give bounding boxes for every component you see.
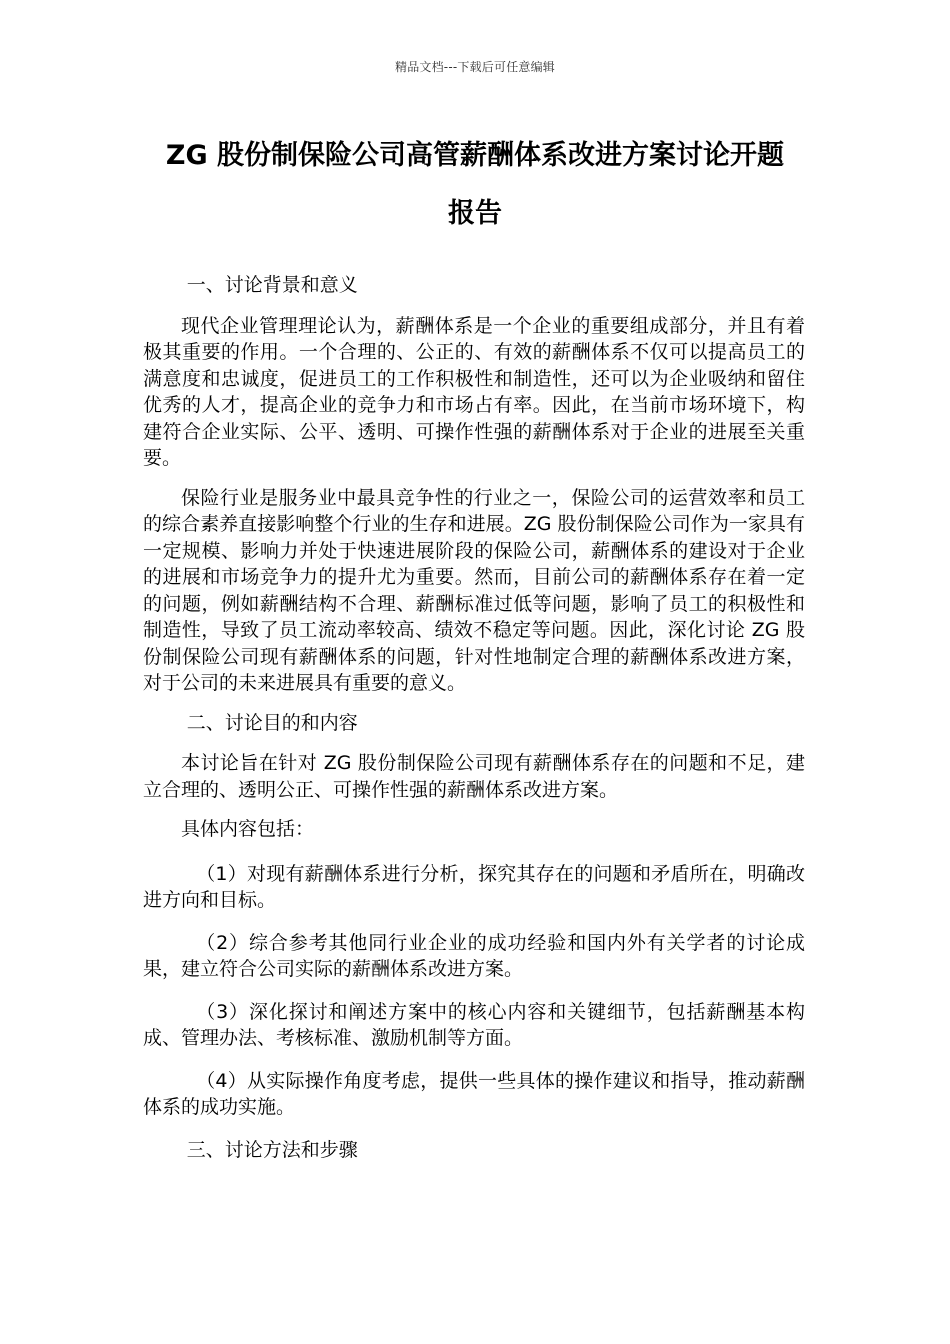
paragraph-background-1: 现代企业管理理论认为，薪酬体系是一个企业的重要组成部分，并且有着极其重要的作用。一个合理的、公正的、有效的薪酬体系不仅可以提高员工的满意度和忠诚度，促进员工的工作积极性和制造性，还可以为企业吸纳和留住优秀的人才，提高企业的竞争力和市场占有率。因此，在当前市场环境下，构建符合企业实际、公平、透明、可操作性强的薪酬体系对于企业的进展至关重要。 (143, 314, 805, 469)
paragraph-purpose: 本讨论旨在针对 ZG 股份制保险公司现有薪酬体系存在的问题和不足，建立合理的、透明公正、可操作性强的薪酬体系改进方案。 (143, 752, 805, 801)
header-note: 精品文档---下载后可任意编辑 (395, 60, 555, 74)
paragraph-content-lead: 具体内容包括： (181, 818, 315, 840)
list-item: （1）对现有薪酬体系进行分析，探究其存在的问题和矛盾所在，明确改进方向和目标。 (143, 862, 805, 911)
paragraph-background-2: 保险行业是服务业中最具竞争性的行业之一，保险公司的运营效率和员工的综合素养直接影响整个行业的生存和进展。ZG 股份制保险公司作为一家具有一定规模、影响力并处于快速进展阶段的保险公司，薪酬体系的建设对于企业的进展和市场竞争力的提升尤为重要。然而，目前公司的薪酬体系存在着一定的问题，例如薪酬结构不合理、薪酬标准过低等问题，影响了员工的积极性和制造性，导致了员工流动率较高、绩效不稳定等问题。因此，深化讨论 ZG 股份制保险公司现有薪酬体系的问题，针对性地制定合理的薪酬体系改进方案，对于公司的未来进展具有重要的意义。 (143, 486, 805, 694)
list-item: （2）综合参考其他同行业企业的成功经验和国内外有关学者的讨论成果，建立符合公司实际的薪酬体系改进方案。 (143, 931, 805, 980)
section-heading-background: 一、讨论背景和意义 (186, 274, 358, 296)
document-body (143, 272, 805, 1177)
list-item: （3）深化探讨和阐述方案中的核心内容和关键细节，包括薪酬基本构成、管理办法、考核标准、激励机制等方面。 (143, 1000, 805, 1049)
list-item: （4）从实际操作角度考虑，提供一些具体的操作建议和指导，推动薪酬体系的成功实施。 (143, 1069, 805, 1118)
section-heading-purpose: 二、讨论目的和内容 (186, 711, 358, 734)
document-title-line-2: 报告 (448, 198, 502, 229)
section-heading-method: 三、讨论方法和步骤 (186, 1138, 358, 1161)
document-title-line-1: ZG 股份制保险公司高管薪酬体系改进方案讨论开题 (165, 140, 785, 171)
